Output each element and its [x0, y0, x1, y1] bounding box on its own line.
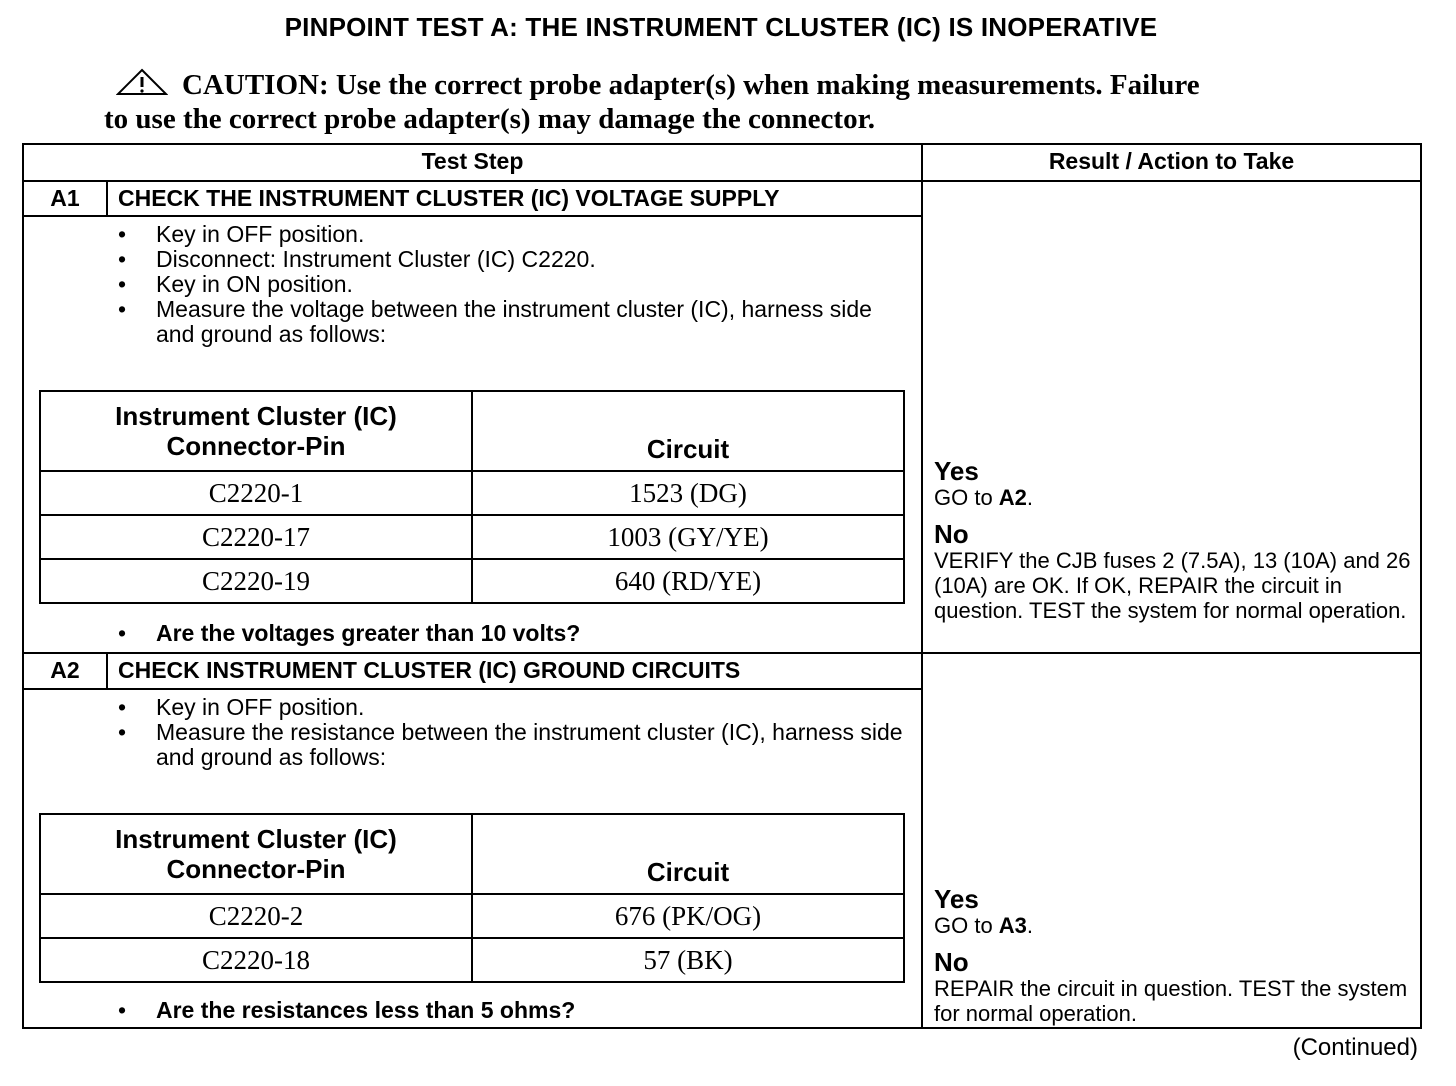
instruction-item: • Measure the voltage between the instrument cluster (IC), harness side and ground as follows:: [112, 297, 916, 347]
no-action: REPAIR the circuit in question. TEST the system for normal operation.: [934, 976, 1408, 1026]
caution-line-1: CAUTION: Use the correct probe adapter(s) when making measurements. Failure: [182, 69, 1200, 101]
step-result: [934, 457, 1414, 623]
table-row: [40, 515, 904, 559]
continued-note: (Continued): [1292, 1034, 1418, 1061]
yes-action: GO to A2.: [934, 485, 1034, 510]
pin-circuit-table: [39, 813, 905, 983]
instruction-item: • Disconnect: Instrument Cluster (IC) C2220.: [112, 247, 916, 272]
instruction-item: • Measure the resistance between the instrument cluster (IC), harness side and ground as follows:: [112, 720, 916, 770]
step-title: CHECK INSTRUMENT CLUSTER (IC) GROUND CIRCUITS: [118, 657, 741, 683]
goto-link[interactable]: A2: [998, 485, 1027, 510]
yes-action: GO to A3.: [934, 913, 1034, 938]
pin-circuit-table: [39, 390, 905, 604]
connector-pin-header: Instrument Cluster (IC) Connector-Pin: [40, 391, 472, 471]
circuit-cell: 1003 (GY/YE): [472, 515, 904, 559]
step-instructions: [112, 695, 916, 770]
step-result: [934, 885, 1414, 1026]
connector-pin-header: Instrument Cluster (IC) Connector-Pin: [40, 814, 472, 894]
page-title: PINPOINT TEST A: THE INSTRUMENT CLUSTER (IC) IS INOPERATIVE: [284, 12, 1158, 42]
pin-cell: C2220-1: [40, 471, 472, 515]
caution-notice: [104, 68, 1344, 135]
instruction-item: • Key in ON position.: [112, 272, 916, 297]
pin-cell: C2220-18: [40, 938, 472, 982]
circuit-cell: 1523 (DG): [472, 471, 904, 515]
circuit-cell: 676 (PK/OG): [472, 894, 904, 938]
circuit-header: Circuit: [472, 814, 904, 894]
step-id: A1: [50, 185, 80, 211]
circuit-cell: 640 (RD/YE): [472, 559, 904, 603]
step-instructions: [112, 222, 916, 347]
table-row: [40, 559, 904, 603]
instruction-item: • Key in OFF position.: [112, 695, 916, 720]
yes-label: Yes: [934, 456, 979, 486]
test-step-header: Test Step: [421, 148, 524, 174]
pin-cell: C2220-17: [40, 515, 472, 559]
step-question: • Are the voltages greater than 10 volts?: [112, 620, 580, 647]
warning-triangle-icon: [116, 68, 168, 103]
table-row: [40, 894, 904, 938]
table-row: [40, 471, 904, 515]
pinpoint-test-table: [22, 143, 1422, 1029]
goto-link[interactable]: A3: [998, 913, 1027, 938]
caution-line-2: to use the correct probe adapter(s) may damage the connector.: [104, 103, 876, 135]
instruction-item: • Key in OFF position.: [112, 222, 916, 247]
yes-label: Yes: [934, 884, 979, 914]
result-header: Result / Action to Take: [1048, 148, 1295, 174]
step-title: CHECK THE INSTRUMENT CLUSTER (IC) VOLTAGE SUPPLY: [118, 185, 780, 211]
no-label: No: [934, 519, 969, 549]
no-action: VERIFY the CJB fuses 2 (7.5A), 13 (10A) and 26 (10A) are OK. If OK, REPAIR the circuit in question. TEST the system for normal operation.: [934, 548, 1411, 623]
step-question: • Are the resistances less than 5 ohms?: [112, 997, 575, 1024]
table-row: [40, 938, 904, 982]
pin-cell: C2220-19: [40, 559, 472, 603]
circuit-header: Circuit: [472, 391, 904, 471]
step-id: A2: [50, 657, 80, 683]
no-label: No: [934, 947, 969, 977]
circuit-cell: 57 (BK): [472, 938, 904, 982]
pin-cell: C2220-2: [40, 894, 472, 938]
